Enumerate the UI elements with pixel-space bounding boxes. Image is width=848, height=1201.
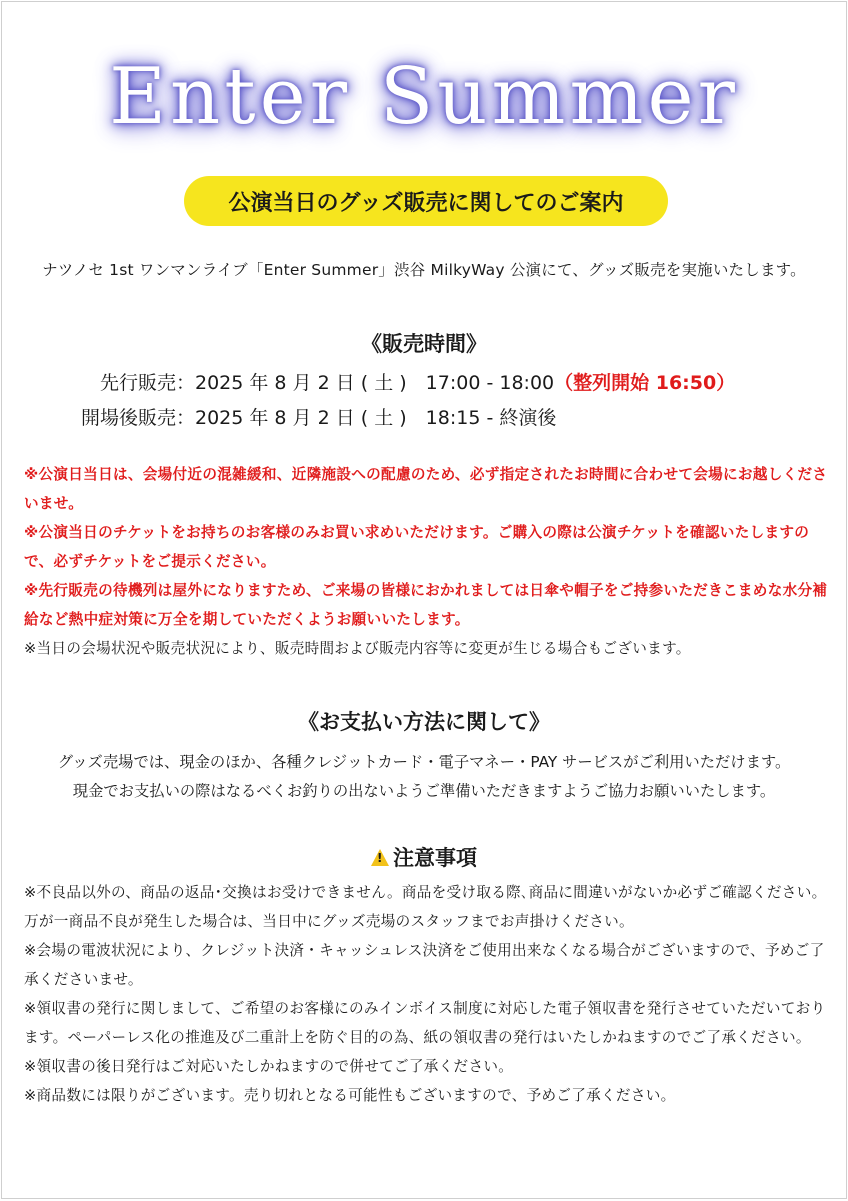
payment-text — [2, 748, 846, 806]
advance-sale-label: 先行販売：2025 年 8 月 2 日 ( 土 ) 17:00 - 18:00 — [100, 372, 555, 394]
notice-page — [1, 1, 847, 1199]
payment-cash-request: 現金でお支払いの際はなるべくお釣りの出ないようご準備いただきますようご協力お願いいたします。 — [72, 782, 776, 800]
queue-start-note: （整列開始 16:50） — [554, 372, 736, 394]
caution-list — [24, 878, 828, 1110]
after-open-sale-row — [81, 403, 556, 430]
cautions-heading-text: 注意事項 — [393, 846, 477, 870]
payment-heading: 《お支払い方法に関して》 — [298, 710, 550, 734]
caution-signal: ※会場の電波状況により、クレジット決済・キャッシュレス決済をご使用出来なくなる場合がございますので、予めご了承くださいませ。 — [24, 942, 825, 988]
intro-text: ナツノセ 1st ワンマンライブ「Enter Summer」渋谷 MilkyWay 公演にて、グッズ販売を実施いたします。 — [42, 261, 806, 279]
note-arrival-time: ※公演日当日は、会場付近の混雑緩和、近隣施設への配慮のため、必ず指定されたお時間に合わせて会場にお越しくださいませ。 — [24, 466, 828, 512]
cautions-heading — [2, 842, 846, 872]
caution-limited-stock: ※商品数には限りがございます。売り切れとなる可能性もございますので、予めご了承ください。 — [24, 1087, 676, 1104]
note-ticket-required: ※公演当日のチケットをお持ちのお客様のみお買い求めいただけます。ご購入の際は公演チケットを確認いたしますので、必ずチケットをご提示ください。 — [24, 524, 810, 570]
after-open-sale-label: 開場後販売：2025 年 8 月 2 日 ( 土 ) 18:15 - 終演後 — [81, 407, 557, 429]
payment-methods: グッズ売場では、現金のほか、各種クレジットカード・電子マネー・PAY サービスがご利用いただけます。 — [57, 753, 791, 771]
caution-no-returns: ※不良品以外の、商品の返品･交換はお受けできません。商品を受け取る際､商品に間違いがないか必ずご確認ください。万が一商品不良が発生した場合は、当日中にグッズ売場のスタッフまでお声掛けください。 — [24, 884, 827, 930]
sales-notes — [24, 460, 828, 663]
warning-icon — [371, 849, 389, 866]
banner-heading — [184, 176, 668, 226]
caution-receipt: ※領収書の発行に関しまして、ご希望のお客様にのみインボイス制度に対応した電子領収書を発行させていただいております。ペーパーレス化の推進及び二重計上を防ぐ目的の為、紙の領収書の発行はいたしかねますのでご了承ください。 — [24, 1000, 826, 1046]
note-schedule-change: ※当日の会場状況や販売状況により、販売時間および販売内容等に変更が生じる場合もございます。 — [24, 640, 691, 657]
note-heat-measures: ※先行販売の待機列は屋外になりますため、ご来場の皆様におかれましては日傘や帽子をご持参いただきこまめな水分補給など熱中症対策に万全を期していただくようお願いいたします。 — [24, 582, 828, 628]
sales-time-heading: 《販売時間》 — [361, 332, 487, 356]
advance-sale-row — [100, 368, 735, 395]
banner-text: 公演当日のグッズ販売に関してのご案内 — [228, 190, 624, 216]
caution-receipt-later: ※領収書の後日発行はご対応いたしかねますので併せてご了承ください。 — [24, 1058, 514, 1075]
page-title: Enter Summer — [109, 52, 739, 142]
